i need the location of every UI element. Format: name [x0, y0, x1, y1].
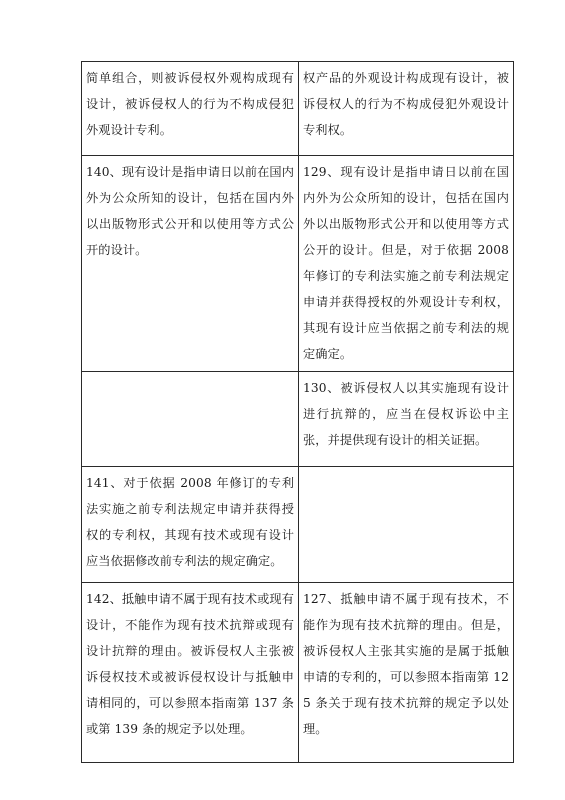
table-cell-old [82, 583, 299, 763]
table-cell-new [299, 583, 514, 763]
table-cell-old [82, 62, 299, 156]
cell-text: 129、现有设计是指申请日以前在国内外为公众所知的设计，包括在国内外以出版物形式公开和以使用等方式公开的设计。但是，对于依据 2008 年修订的专利法实施之前专利法规定申请并获得授权的外观设计专利权，其现有设计应当依据之前专利法的规定确定。 [303, 165, 509, 361]
table-row [82, 156, 514, 372]
table-cell-new [299, 62, 514, 156]
cell-text: 140、现有设计是指申请日以前在国内外为公众所知的设计，包括在国内外以出版物形式公开和以使用等方式公开的设计。 [86, 165, 294, 257]
table-cell-new [299, 156, 514, 372]
table-row [82, 583, 514, 763]
cell-text: 142、抵触申请不属于现有技术或现有设计，不能作为现有技术抗辩或现有设计抗辩的理由。被诉侵权人主张被诉侵权技术或被诉侵权设计与抵触申请相同的，可以参照本指南第 137 条或第 139 条的规定予以处理。 [86, 592, 294, 736]
table-row [82, 372, 514, 467]
table-row [82, 62, 514, 156]
cell-text: 权产品的外观设计构成现有设计，被诉侵权人的行为不构成侵犯外观设计专利权。 [303, 71, 509, 137]
table-cell-old [82, 372, 299, 467]
cell-text: 简单组合，则被诉侵权外观构成现有设计，被诉侵权人的行为不构成侵犯外观设计专利。 [86, 71, 294, 137]
cell-text: 141、对于依据 2008 年修订的专利法实施之前专利法规定申请并获得授权的专利权，其现有技术或现有设计应当依据修改前专利法的规定确定。 [86, 476, 294, 568]
cell-text: 127、抵触申请不属于现有技术，不能作为现有技术抗辩的理由。但是，被诉侵权人主张其实施的是属于抵触申请的专利的，可以参照本指南第 125 条关于现有技术抗辩的规定予以处理。 [303, 592, 509, 736]
cell-text: 130、被诉侵权人以其实施现有设计进行抗辩的，应当在侵权诉讼中主张，并提供现有设计的相关证据。 [303, 381, 509, 447]
comparison-table [81, 61, 514, 763]
table-cell-old [82, 156, 299, 372]
table-row [82, 467, 514, 583]
table-cell-new [299, 372, 514, 467]
table-cell-new [299, 467, 514, 583]
table-cell-old [82, 467, 299, 583]
